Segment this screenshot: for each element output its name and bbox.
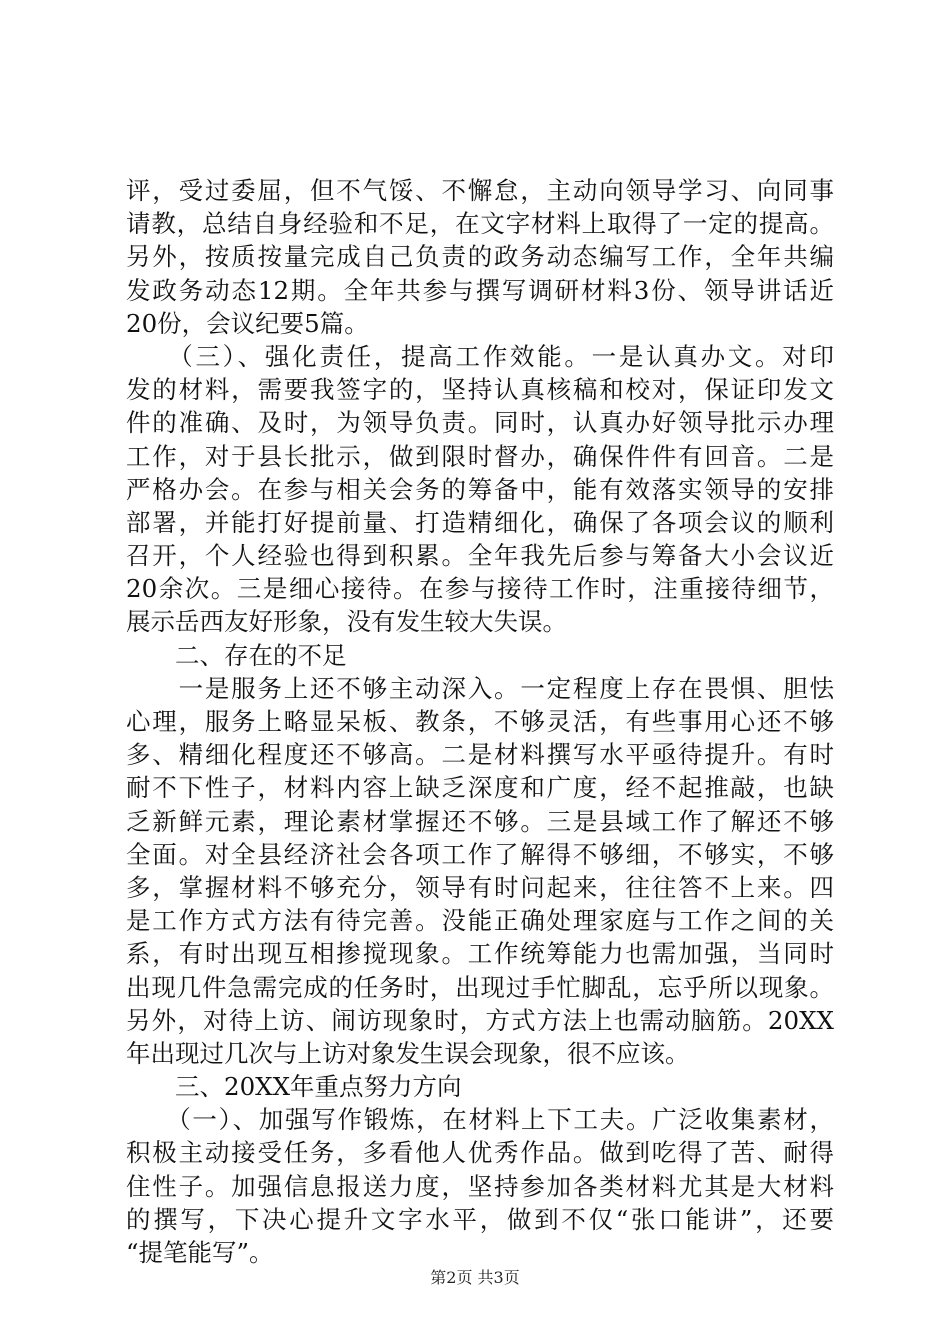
text-line: 心理，服务上略显呆板、教条，不够灵活，有些事用心还不够 xyxy=(126,707,834,736)
text-line: 20份，会议纪要5篇。 xyxy=(126,308,369,338)
text-line: 发政务动态12期。全年共参与撰写调研材料3份、领导讲话近 xyxy=(126,275,834,305)
text-line: 耐不下性子，材料内容上缺乏深度和广度，经不起推敲，也缺 xyxy=(126,773,834,803)
text-line: 工作，对于县长批示，做到限时督办，确保件件有回音。二是 xyxy=(126,441,834,471)
text-line: （三）、强化责任，提高工作效能。一是认真办文。对印 xyxy=(126,341,834,371)
text-line: 积极主动接受任务，多看他人优秀作品。做到吃得了苦、耐得 xyxy=(126,1138,834,1168)
text-line: 另外，对待上访、闹访现象时，方式方法上也需动脑筋。20XX xyxy=(126,1005,834,1035)
text-line: 20余次。三是细心接待。在参与接待工作时，注重接待细节， xyxy=(126,574,834,604)
text-line: 多，掌握材料不够充分，领导有时问起来，往往答不上来。四 xyxy=(126,872,834,902)
text-line: 的撰写，下决心提升文字水平，做到不仅“张口能讲”，还要 xyxy=(126,1204,834,1234)
text-line: 系，有时出现互相掺搅现象。工作统筹能力也需加强，当同时 xyxy=(126,939,834,969)
text-line: 召开，个人经验也得到积累。全年我先后参与筹备大小会议近 xyxy=(126,541,834,571)
text-line: 三、20XX年重点努力方向 xyxy=(126,1072,462,1102)
page-footer: 第2页 共3页 xyxy=(430,1268,520,1287)
text-line: 出现几件急需完成的任务时，出现过手忙脚乱，忘乎所以现象。 xyxy=(126,972,834,1002)
text-line: 严格办会。在参与相关会务的筹备中，能有效落实领导的安排 xyxy=(126,474,834,504)
text-line: 件的准确、及时，为领导负责。同时，认真办好领导批示办理 xyxy=(126,408,834,438)
text-line: 年出现过几次与上访对象发生误会现象，很不应该。 xyxy=(126,1038,690,1068)
text-line: 部署，并能打好提前量、打造精细化，确保了各项会议的顺利 xyxy=(126,507,834,537)
text-line: 发的材料，需要我签字的，坚持认真核稿和校对，保证印发文 xyxy=(126,375,834,405)
text-line: 多、精细化程度还不够高。二是材料撰写水平亟待提升。有时 xyxy=(126,740,834,770)
text-line: 全面。对全县经济社会各项工作了解得不够细，不够实，不够 xyxy=(126,839,834,869)
text-line: 是工作方式方法有待完善。没能正确处理家庭与工作之间的关 xyxy=(126,906,834,936)
text-line: 住性子。加强信息报送力度，坚持参加各类材料尤其是大材料 xyxy=(126,1171,834,1201)
text-line: （一）、加强写作锻炼，在材料上下工夫。广泛收集素材， xyxy=(126,1105,834,1135)
text-line: 乏新鲜元素，理论素材掌握还不够。三是县域工作了解还不够 xyxy=(126,806,834,836)
text-line: 一是服务上还不够主动深入。一定程度上存在畏惧、胆怯 xyxy=(126,673,834,703)
text-line: 另外，按质按量完成自己负责的政务动态编写工作，全年共编 xyxy=(126,242,834,272)
text-line: 展示岳西友好形象，没有发生较大失误。 xyxy=(126,607,567,637)
text-line: 二、存在的不足 xyxy=(126,640,347,670)
text-line: 评，受过委屈，但不气馁、不懈怠，主动向领导学习、向同事 xyxy=(126,176,834,205)
text-line: 请教，总结自身经验和不足，在文字材料上取得了一定的提高。 xyxy=(126,209,834,239)
document-body xyxy=(126,174,834,1269)
text-line: “提笔能写”。 xyxy=(126,1238,274,1267)
